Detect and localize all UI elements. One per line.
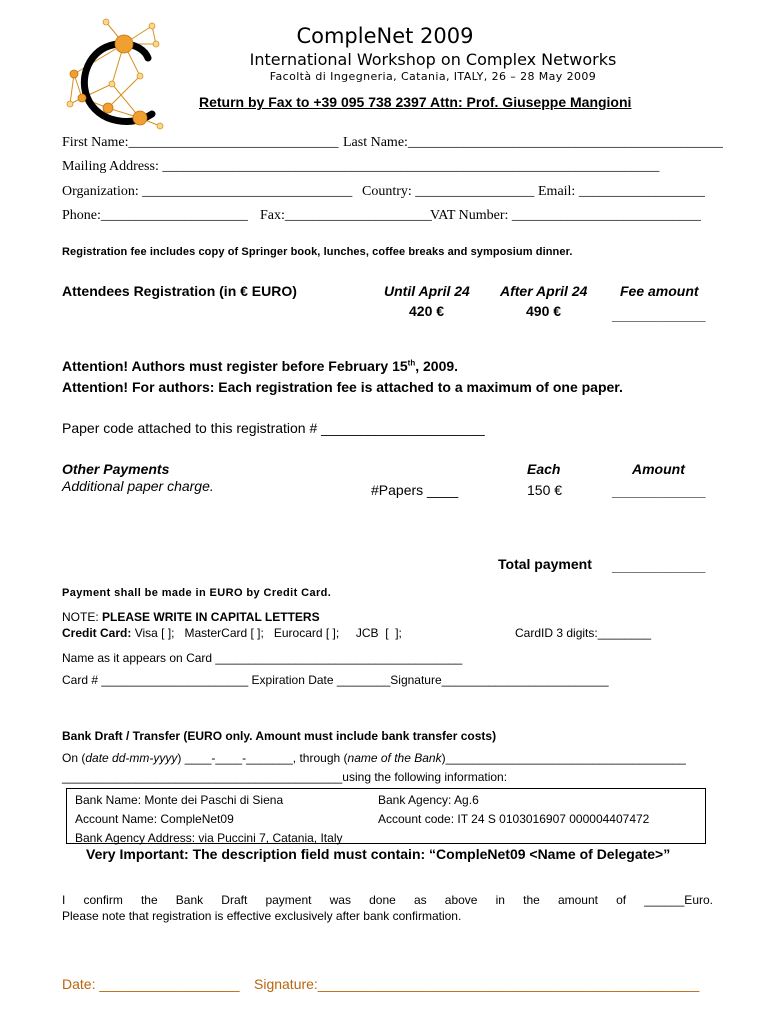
fee-note: Registration fee includes copy of Springer book, lunches, coffee breaks and symposium dinner. bbox=[62, 246, 573, 258]
total-payment-field[interactable]: ____________ bbox=[612, 558, 706, 574]
on-mid: ) ____-____-_______, through ( bbox=[177, 751, 348, 765]
confirm-word: done bbox=[369, 893, 396, 907]
attention-deadline bbox=[62, 358, 458, 374]
bank-name: Bank Name: Monte dei Paschi di Siena bbox=[75, 793, 284, 807]
on-prefix: On ( bbox=[62, 751, 86, 765]
first-name-field[interactable]: First Name:______________________________ bbox=[62, 135, 339, 150]
organization-field[interactable]: Organization: ______________________________ bbox=[62, 184, 353, 199]
confirm-word: was bbox=[329, 893, 351, 907]
confirm-word: the bbox=[140, 893, 158, 907]
papers-count-field[interactable]: #Papers ____ bbox=[371, 482, 459, 498]
confirm-word: Draft bbox=[221, 893, 248, 907]
page-title: CompleNet 2009 bbox=[296, 24, 474, 48]
attention-one-paper: Attention! For authors: Each registration fee is attached to a maximum of one paper. bbox=[62, 379, 623, 395]
attendees-registration-label: Attendees Registration (in € EURO) bbox=[62, 283, 297, 299]
confirm-word: ______Euro. bbox=[644, 893, 713, 907]
confirm-word: amount bbox=[557, 893, 598, 907]
bank-transfer-heading: Bank Draft / Transfer (EURO only. Amount must include bank transfer costs) bbox=[62, 729, 497, 743]
description-field-notice: Very Important: The description field must contain: “CompleNet09 <Name of Delegate>” bbox=[86, 846, 671, 862]
paper-code-field[interactable]: Paper code attached to this registration # _____________________ bbox=[62, 420, 485, 436]
bank-agency-address: Bank Agency Address: via Puccini 7, Catania, Italy bbox=[75, 831, 343, 845]
card-id-field[interactable]: CardID 3 digits:________ bbox=[515, 626, 652, 640]
bank-using-line[interactable]: __________________________________________using the following information: bbox=[62, 770, 508, 784]
other-payments-heading: Other Payments bbox=[62, 461, 170, 477]
until-april-label: Until April 24 bbox=[384, 283, 470, 299]
bank-transfer-date-line[interactable] bbox=[62, 751, 686, 765]
confirm-word: the bbox=[523, 893, 540, 907]
credit-card-options[interactable] bbox=[62, 626, 402, 640]
country-field[interactable]: Country: _________________ bbox=[362, 184, 535, 199]
account-code: Account code: IT 24 S 0103016907 000004407472 bbox=[378, 812, 650, 826]
additional-paper-charge: Additional paper charge. bbox=[62, 478, 214, 494]
confirm-word: payment bbox=[265, 893, 312, 907]
date-field[interactable] bbox=[62, 976, 240, 992]
fax-instructions: Return by Fax to +39 095 738 2397 Attn: Prof. Giuseppe Mangioni bbox=[199, 94, 632, 110]
bank-draft-confirmation bbox=[62, 893, 713, 907]
signature-label: Signature:_________________________________________________ bbox=[254, 976, 700, 992]
email-field[interactable]: Email: __________________ bbox=[538, 184, 705, 199]
confirm-word: in bbox=[495, 893, 505, 907]
bank-name-hint: name of the Bank bbox=[347, 751, 442, 765]
bank-agency: Bank Agency: Ag.6 bbox=[378, 793, 479, 807]
date-format-hint: date dd-mm-yyyy bbox=[85, 751, 178, 765]
confirm-word: as bbox=[413, 893, 427, 907]
fax-field[interactable]: Fax:_____________________ bbox=[260, 208, 432, 223]
credit-card-checkboxes[interactable]: Visa [ ]; MasterCard [ ]; Eurocard [ ]; JCB [ ]; bbox=[134, 626, 402, 640]
confirm-word: of bbox=[616, 893, 627, 907]
date-label: Date: __________________ bbox=[62, 976, 240, 992]
after-april-value: 490 € bbox=[526, 303, 562, 319]
last-name-field[interactable]: Last Name:_____________________________________________ bbox=[343, 135, 723, 150]
mailing-address-field[interactable]: Mailing Address: _______________________________________________________________________ bbox=[62, 159, 660, 174]
signature-field[interactable] bbox=[254, 976, 699, 992]
confirm-word: Bank bbox=[175, 893, 204, 907]
registration-effective-note: Please note that registration is effective exclusively after bank confirmation. bbox=[62, 909, 462, 923]
note-caps: PLEASE WRITE IN CAPITAL LETTERS bbox=[102, 610, 320, 624]
card-number-expiration-signature[interactable]: Card # ______________________ Expiration Date ________Signature_________________________ bbox=[62, 673, 609, 687]
amount-field[interactable]: ____________ bbox=[612, 483, 706, 499]
capital-letters-note bbox=[62, 610, 320, 624]
phone-field[interactable]: Phone:_____________________ bbox=[62, 208, 248, 223]
vat-number-field[interactable]: VAT Number: ___________________________ bbox=[430, 208, 701, 223]
on-suffix: )____________________________________ bbox=[441, 751, 686, 765]
confirm-word: above bbox=[444, 893, 478, 907]
workshop-location: Facoltà di Ingegneria, Catania, ITALY, 26 – 28 May 2009 bbox=[269, 70, 597, 83]
confirm-word: confirm bbox=[83, 893, 123, 907]
fee-amount-field[interactable]: ____________ bbox=[612, 307, 706, 323]
page-subtitle: International Workshop on Complex Networks bbox=[249, 50, 617, 69]
attention-deadline-year: , 2009. bbox=[415, 358, 459, 374]
attention-deadline-text: Attention! Authors must register before February 15 bbox=[62, 358, 408, 374]
until-april-value: 420 € bbox=[409, 303, 445, 319]
credit-card-intro: Payment shall be made in EURO by Credit Card. bbox=[62, 587, 332, 599]
confirm-word: I bbox=[62, 893, 66, 907]
after-april-label: After April 24 bbox=[500, 283, 588, 299]
account-name: Account Name: CompleNet09 bbox=[75, 812, 234, 826]
fee-amount-label: Fee amount bbox=[620, 283, 699, 299]
amount-label: Amount bbox=[632, 461, 685, 477]
note-prefix: NOTE: bbox=[62, 610, 103, 624]
total-payment-label: Total payment bbox=[498, 556, 592, 572]
credit-card-label: Credit Card: bbox=[62, 626, 132, 640]
each-label: Each bbox=[527, 461, 561, 477]
name-on-card-field[interactable]: Name as it appears on Card _____________________________________ bbox=[62, 651, 463, 665]
attention-deadline-sup: th bbox=[407, 358, 416, 368]
each-value: 150 € bbox=[527, 482, 563, 498]
